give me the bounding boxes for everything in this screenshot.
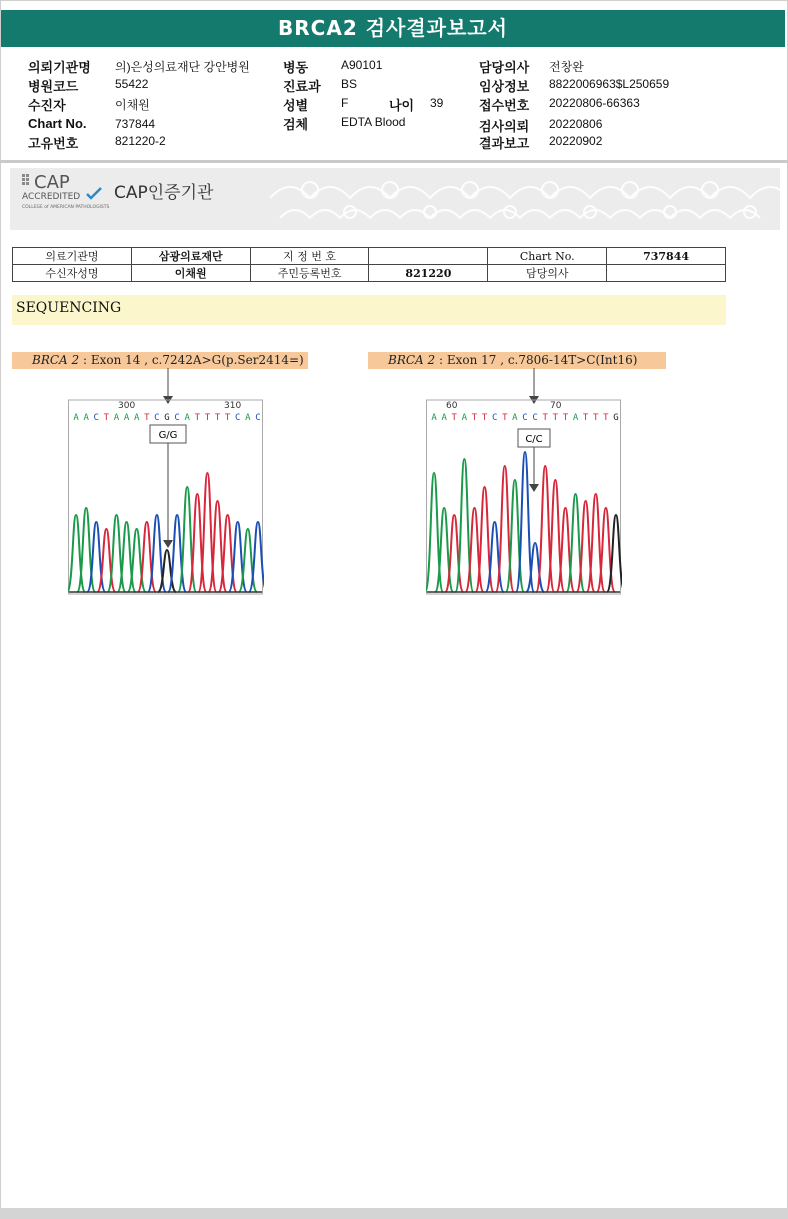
table-row [13,248,726,265]
base-call: A [512,413,518,423]
cap-college-text: COLLEGE of AMERICAN PATHOLOGISTS [22,205,110,210]
dept-label: 진료과 [283,79,321,94]
chromatogram-1 [68,368,264,596]
table-cell [607,265,726,282]
base-call: T [481,413,488,423]
specimen-value: EDTA Blood [341,115,406,129]
base-call: C [532,413,538,423]
table-cell: 이채원 [131,265,250,282]
base-call: T [593,413,599,423]
base-call: A [73,413,79,423]
trace-peak [455,459,473,592]
report-value: 20220902 [549,134,603,148]
base-call: C [522,413,528,423]
genotype-label: G/G [158,430,178,441]
base-call: T [194,413,201,423]
base-call: G [613,413,619,423]
section-divider [0,160,788,163]
variant-desc: : Exon 14 , c.7242A>G(p.Ser2414=) [79,353,304,367]
base-call: T [224,413,231,423]
table-cell: 담당의사 [488,265,607,282]
request-label: 검사의뢰 [479,119,530,134]
base-call: C [235,413,241,423]
receipt-value: 20220806-66363 [549,96,640,110]
base-call: A [245,413,251,423]
base-call: T [552,413,559,423]
base-call: T [502,413,508,423]
ward-value: A90101 [341,58,383,72]
table-cell: 821220 [369,265,488,282]
hospital-code-value: 55422 [115,77,149,91]
table-cell: 지 정 번 호 [250,248,369,265]
bottom-bar [0,1208,788,1219]
specimen-label: 검체 [283,117,309,132]
base-call: T [451,413,457,423]
chart-value: 737844 [115,117,156,131]
base-call: C [491,413,498,423]
gene-name: BRCA 2 [32,353,80,367]
variant-desc: : Exon 17 , c.7806-14T>C(Int16) [435,353,638,367]
sequence-row [73,413,260,423]
position-left: 300 [118,401,136,411]
recipient-value: 이채원 [115,98,150,112]
report-title: BRCA2 검사결과보고서 [1,10,785,47]
position-right: 310 [224,401,242,411]
base-call: A [83,413,89,423]
base-call: A [113,413,120,423]
base-call: A [184,413,190,423]
variant-label-1 [12,352,308,369]
age-label: 나이 [389,98,415,113]
table-cell: Chart No. [488,248,607,265]
hospital-code-label: 병원코드 [28,79,79,94]
recipient-label: 수진자 [28,98,66,113]
base-call: T [603,413,609,423]
position-right: 70 [550,401,562,411]
base-call: T [582,413,589,423]
chart-label: Chart No. [28,116,87,131]
doctor-value: 전창완 [549,60,584,74]
cap-accredited-text: ACCREDITED [22,192,81,202]
base-call: T [562,413,569,423]
receipt-label: 접수번호 [479,98,530,113]
base-call: C [255,413,261,423]
table-cell: 737844 [607,248,726,265]
header-table [12,247,726,282]
variant-label-2 [368,352,666,369]
base-call: A [431,413,437,423]
chromatogram-peaks [68,473,264,592]
base-call: C [93,413,99,423]
institution-label: 의뢰기관명 [28,60,91,75]
age-value: 39 [430,96,444,110]
base-call: C [174,413,180,423]
base-call: T [214,413,221,423]
institution-value: 의)은성의료재단 강안병원 [115,60,250,74]
cap-banner [10,168,780,230]
table-cell: 주민등록번호 [250,265,369,282]
gene-name: BRCA 2 [388,353,436,367]
base-call: A [572,413,579,423]
chromatogram-peaks [426,452,622,592]
table-cell [369,248,488,265]
clinical-value: 8822006963$L250659 [549,77,670,91]
cap-label: CAP인증기관 [114,183,214,203]
sequencing-title: SEQUENCING [16,300,122,316]
ward-label: 병동 [283,60,309,75]
table-row [13,265,726,282]
unique-value: 821220-2 [115,134,166,148]
sex-label: 성별 [283,98,309,113]
base-call: A [123,413,130,423]
clinical-label: 임상정보 [479,79,530,94]
position-left: 60 [446,401,458,411]
sequence-row [431,413,618,423]
base-call: T [204,413,211,423]
request-value: 20220806 [549,117,603,131]
sex-value: F [341,96,349,110]
table-cell: 삼광의료재단 [131,248,250,265]
base-call: T [542,413,548,423]
base-call: A [461,413,468,423]
base-call: C [154,413,160,423]
table-cell: 수신자성명 [13,265,132,282]
arrow-icon [163,540,173,548]
base-call: T [144,413,150,423]
genotype-label: C/C [525,434,543,445]
dept-value: BS [341,77,358,91]
base-call: T [471,413,478,423]
doctor-label: 담당의사 [479,60,530,75]
sequencing-section [12,295,726,325]
base-call: A [441,413,447,423]
cap-logo-text: CAP [34,172,70,193]
base-call: T [103,413,110,423]
chromatogram-2 [426,368,622,596]
arrow-icon [529,484,539,492]
base-call: A [133,413,140,423]
unique-label: 고유번호 [28,136,79,151]
base-call: G [164,413,170,423]
cap-logo [20,170,112,216]
report-label: 결과보고 [479,136,530,151]
table-cell: 의료기관명 [13,248,132,265]
